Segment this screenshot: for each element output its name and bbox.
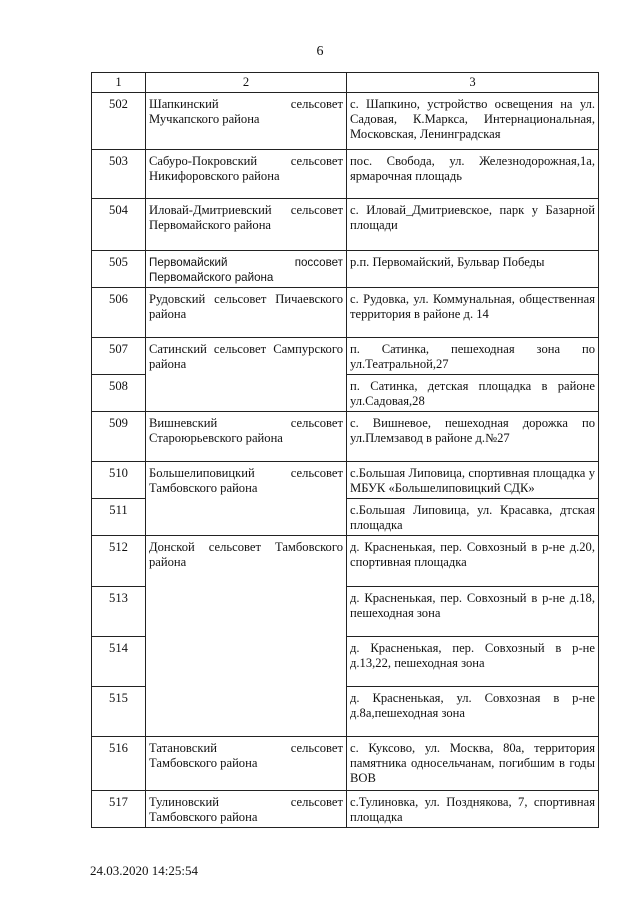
row-number: 516 bbox=[92, 737, 146, 791]
district-cell: Первомайский поссовет Первомайского района bbox=[146, 251, 347, 288]
place-cell: с. Шапкино, устройство освещения на ул. Садовая, К.Маркса, Интернациональная, Московская, Ленинградская bbox=[347, 93, 599, 150]
table-header-row bbox=[92, 73, 599, 93]
district-cell: Рудовский сельсовет Пичаевского района bbox=[146, 288, 347, 338]
registry-table bbox=[91, 72, 599, 828]
row-number: 502 bbox=[92, 93, 146, 150]
row-number: 512 bbox=[92, 536, 146, 587]
place-cell: д. Красненькая, пер. Совхозный в р-не д.13,22, пешеходная зона bbox=[347, 637, 599, 687]
header-col-2: 2 bbox=[146, 73, 347, 93]
table-row bbox=[92, 150, 599, 199]
row-number: 503 bbox=[92, 150, 146, 199]
row-number: 509 bbox=[92, 412, 146, 462]
district-cell: Сабуро-Покровский сельсовет Никифоровского района bbox=[146, 150, 347, 199]
row-number: 514 bbox=[92, 637, 146, 687]
place-cell: с. Рудовка, ул. Коммунальная, общественная территория в районе д. 14 bbox=[347, 288, 599, 338]
table-row bbox=[92, 288, 599, 338]
row-number: 507 bbox=[92, 338, 146, 375]
district-cell: Тулиновский сельсовет Тамбовского района bbox=[146, 791, 347, 828]
header-col-1: 1 bbox=[92, 73, 146, 93]
page-number: 6 bbox=[316, 44, 324, 59]
row-number: 506 bbox=[92, 288, 146, 338]
row-number: 513 bbox=[92, 587, 146, 637]
header-col-3: 3 bbox=[347, 73, 599, 93]
row-number: 508 bbox=[92, 375, 146, 412]
row-number: 517 bbox=[92, 791, 146, 828]
table-row bbox=[92, 791, 599, 828]
place-cell: д. Красненькая, пер. Совхозный в р-не д.20, спортивная площадка bbox=[347, 536, 599, 587]
district-cell: Сатинский сельсовет Сампурского района bbox=[146, 338, 347, 412]
table-row bbox=[92, 93, 599, 150]
place-cell: с.Большая Липовица, ул. Красавка, дтская площадка bbox=[347, 499, 599, 536]
table-row bbox=[92, 199, 599, 251]
row-number: 515 bbox=[92, 687, 146, 737]
place-cell: с.Тулиновка, ул. Позднякова, 7, спортивная площадка bbox=[347, 791, 599, 828]
place-cell: пос. Свобода, ул. Железнодорожная,1а, ярмарочная площадь bbox=[347, 150, 599, 199]
footer-timestamp: 24.03.2020 14:25:54 bbox=[90, 863, 198, 878]
place-cell: д. Красненькая, пер. Совхозный в р-не д.18, пешеходная зона bbox=[347, 587, 599, 637]
place-cell: д. Красненькая, ул. Совхозная в р-не д.8а,пешеходная зона bbox=[347, 687, 599, 737]
place-cell: с. Куксово, ул. Москва, 80а, территория памятника односельчанам, погибшим в годы ВОВ bbox=[347, 737, 599, 791]
row-number: 510 bbox=[92, 462, 146, 499]
place-cell: с. Иловай_Дмитриевское, парк у Базарной площади bbox=[347, 199, 599, 251]
district-cell: Иловай-Дмитриевский сельсовет Первомайского района bbox=[146, 199, 347, 251]
place-cell: п. Сатинка, детская площадка в районе ул.Садовая,28 bbox=[347, 375, 599, 412]
place-cell: р.п. Первомайский, Бульвар Победы bbox=[347, 251, 599, 288]
table-row bbox=[92, 462, 599, 499]
row-number: 511 bbox=[92, 499, 146, 536]
place-cell: п. Сатинка, пешеходная зона по ул.Театральной,27 bbox=[347, 338, 599, 375]
table-row bbox=[92, 737, 599, 791]
table-row bbox=[92, 412, 599, 462]
table-row bbox=[92, 338, 599, 375]
row-number: 504 bbox=[92, 199, 146, 251]
district-cell: Донской сельсовет Тамбовского района bbox=[146, 536, 347, 737]
table-row bbox=[92, 251, 599, 288]
table-row bbox=[92, 536, 599, 587]
district-cell: Татановский сельсовет Тамбовского района bbox=[146, 737, 347, 791]
district-cell: Большелиповицкий сельсовет Тамбовского района bbox=[146, 462, 347, 536]
district-cell: Вишневский сельсовет Староюрьевского района bbox=[146, 412, 347, 462]
row-number: 505 bbox=[92, 251, 146, 288]
place-cell: с.Большая Липовица, спортивная площадка у МБУК «Большелиповицкий СДК» bbox=[347, 462, 599, 499]
district-cell: Шапкинский сельсовет Мучкапского района bbox=[146, 93, 347, 150]
place-cell: с. Вишневое, пешеходная дорожка по ул.Племзавод в районе д.№27 bbox=[347, 412, 599, 462]
